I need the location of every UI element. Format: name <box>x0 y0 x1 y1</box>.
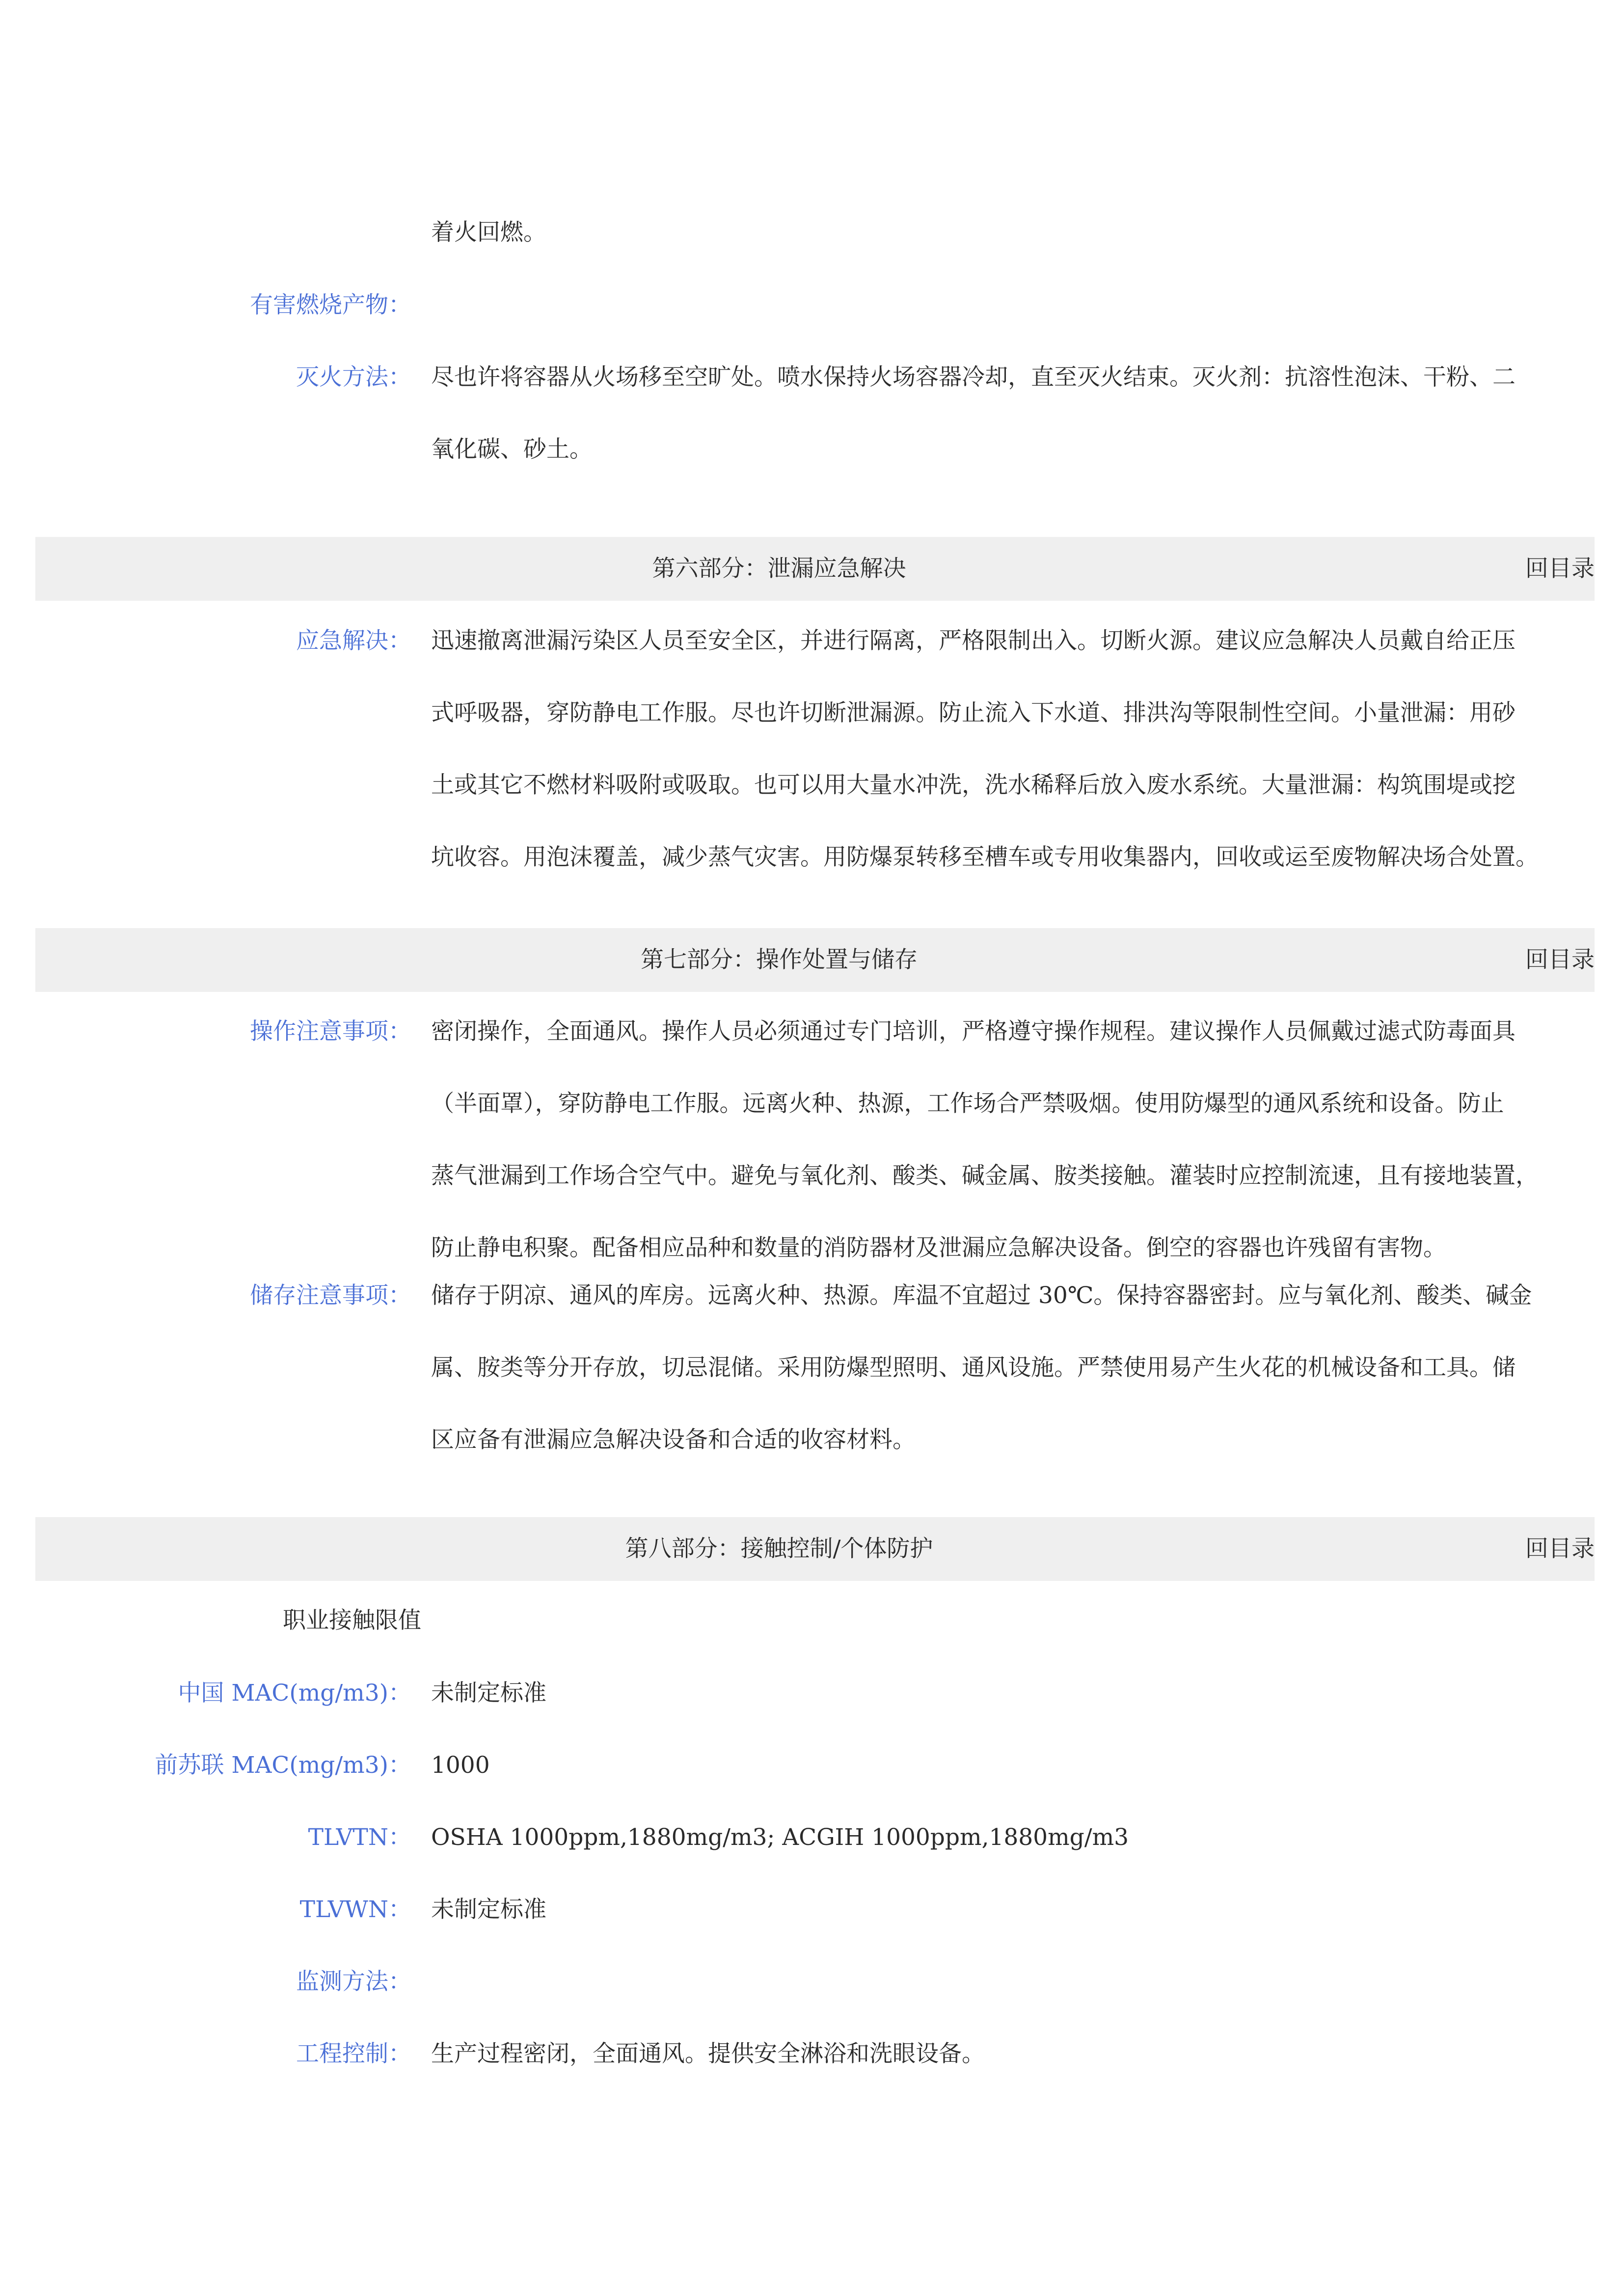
section6-header <box>35 537 1595 601</box>
tlvwn-value: 未制定标准 <box>431 1896 546 1923</box>
tlvtn-value: OSHA 1000ppm,1880mg/m3; ACGIH 1000ppm,1880mg/m3 <box>431 1824 1129 1851</box>
tlvwn-label: TLVWN： <box>299 1896 411 1923</box>
emergency-line: 土或其它不燃材料吸附或吸取。也可以用大量水冲洗，洗水稀释后放入废水系统。大量泄漏：构筑围堤或挖 <box>431 772 1516 799</box>
operation-line: 防止静电积聚。配备相应品种和数量的消防器材及泄漏应急解决设备。倒空的容器也许残留有害物。 <box>431 1234 1446 1261</box>
section8-title: 第八部分：接触控制/个体防护 <box>625 1535 933 1562</box>
monitoring-label: 监测方法： <box>296 1968 411 1995</box>
operation-label: 操作注意事项： <box>250 1018 411 1045</box>
engineering-value: 生产过程密闭，全面通风。提供安全淋浴和洗眼设备。 <box>431 2040 985 2067</box>
operation-line: 密闭操作，全面通风。操作人员必须通过专门培训，严格遵守操作规程。建议操作人员佩戴过滤式防毒面具 <box>431 1018 1516 1045</box>
emergency-text <box>431 605 1595 893</box>
storage-line: 储存于阴凉、通风的库房。远离火种、热源。库温不宜超过 30℃。保持容器密封。应与氧化剂、酸类、碱金 <box>431 1282 1532 1309</box>
operation-text <box>431 995 1595 1284</box>
ussr-mac-value: 1000 <box>431 1752 490 1779</box>
extinguish-label: 灭火方法： <box>296 364 411 391</box>
extinguish-line: 尽也许将容器从火场移至空旷处。喷水保持火场容器冷却，直至灭火结束。灭火剂：抗溶性泡沫、干粉、二 <box>431 364 1516 391</box>
tlvtn-label: TLVTN： <box>308 1824 411 1851</box>
storage-line: 区应备有泄漏应急解决设备和合适的收容材料。 <box>431 1426 916 1453</box>
section6-title: 第六部分：泄漏应急解决 <box>652 555 906 582</box>
storage-label: 储存注意事项： <box>250 1282 411 1309</box>
limits-heading: 职业接触限值 <box>283 1607 421 1634</box>
emergency-line: 迅速撤离泄漏污染区人员至安全区，并进行隔离，严格限制出入。切断火源。建议应急解决人员戴自给正压 <box>431 627 1516 654</box>
china-mac-value: 未制定标准 <box>431 1680 546 1707</box>
section7-title: 第七部分：操作处置与储存 <box>641 946 918 973</box>
extinguish-line: 氧化碳、砂土。 <box>431 436 593 463</box>
emergency-line: 式呼吸器，穿防静电工作服。尽也许切断泄漏源。防止流入下水道、排洪沟等限制性空间。小量泄漏：用砂 <box>431 699 1516 726</box>
operation-line: 蒸气泄漏到工作场合空气中。避免与氧化剂、酸类、碱金属、胺类接触。灌装时应控制流速，且有接地装置， <box>431 1162 1539 1189</box>
section8-header <box>35 1517 1595 1581</box>
engineering-label: 工程控制： <box>296 2040 411 2067</box>
emergency-line: 坑收容。用泡沫覆盖，减少蒸气灾害。用防爆泵转移至槽车或专用收集器内，回收或运至废物解决场合处置。 <box>431 844 1539 871</box>
ussr-mac-label: 前苏联 MAC(mg/m3)： <box>155 1752 411 1779</box>
fire-continued-text: 着火回燃。 <box>431 219 546 246</box>
section7-header <box>35 928 1595 992</box>
section7-back-to-contents-link[interactable]: 回目录 <box>1525 946 1595 973</box>
operation-line: （半面罩），穿防静电工作服。远离火种、热源，工作场合严禁吸烟。使用防爆型的通风系统和设备。防止 <box>431 1090 1504 1117</box>
storage-line: 属、胺类等分开存放，切忌混储。采用防爆型照明、通风设施。严禁使用易产生火花的机械设备和工具。储 <box>431 1354 1516 1381</box>
emergency-label: 应急解决： <box>296 627 411 654</box>
combustion-products-label: 有害燃烧产物： <box>250 292 411 319</box>
section8-back-to-contents-link[interactable]: 回目录 <box>1525 1535 1595 1562</box>
section6-back-to-contents-link[interactable]: 回目录 <box>1525 555 1595 582</box>
extinguish-text <box>431 341 1595 485</box>
storage-text <box>431 1259 1595 1476</box>
china-mac-label: 中国 MAC(mg/m3)： <box>178 1680 411 1707</box>
